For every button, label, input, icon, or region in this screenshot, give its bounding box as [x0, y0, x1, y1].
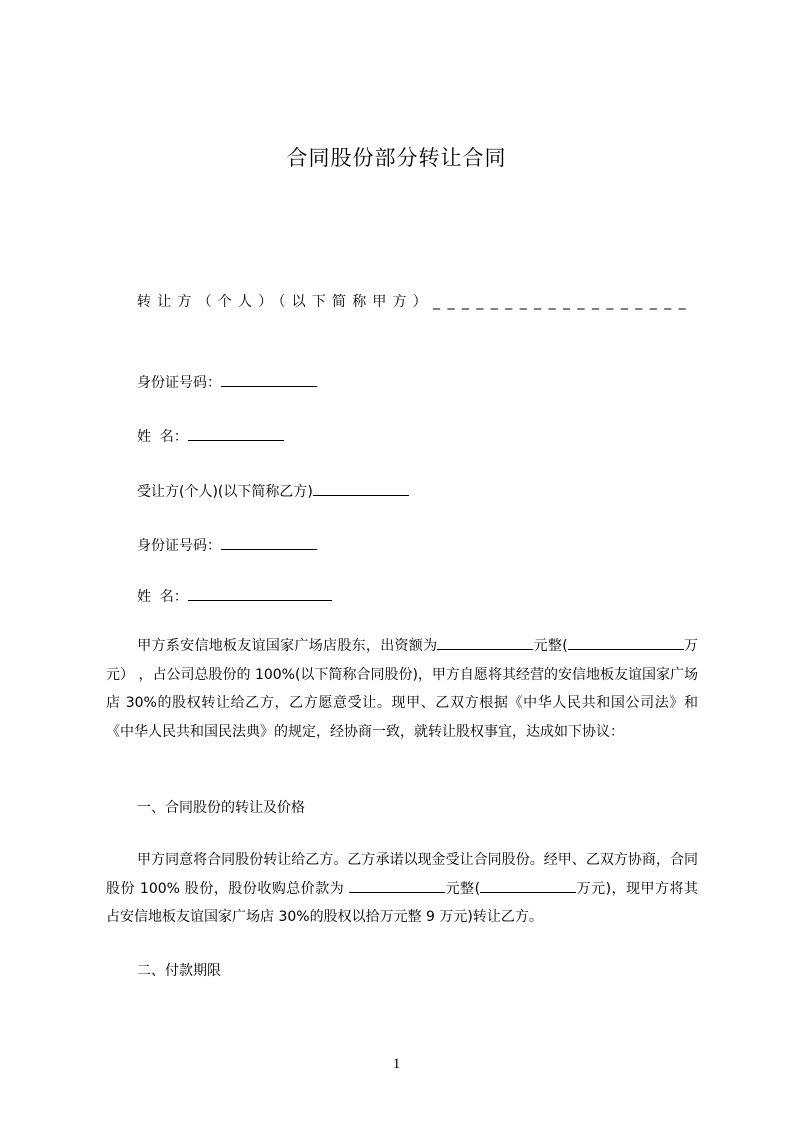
transferor-blank: _ _ _ _ _ _ _ _ _ _ _ _ _ _ _ _ _ _	[433, 294, 688, 310]
para1-text-c: 万元） ，占公司总股份的 100%(以下简称合同股份)，甲方自愿将其经营的安信地板友谊国家广场店 30%的股权转让给乙方，乙方愿意受让。现甲、乙双方根据《中华人民共和国公司法》和《中华人民共和国民法典》的规定，经协商一致，就转让股权事宜，达成如下协议：	[106, 638, 699, 740]
id-number-line-2	[137, 535, 317, 555]
page-number: 1	[392, 1056, 401, 1072]
para2-text-a: 甲方同意将合同股份转让给乙方。乙方承诺以现金受让合同股份。经甲、乙双方协商，合同股份 100% 股份，股份收购总价款为	[106, 852, 698, 897]
para2-text-c: 万元)，现甲方将其占安信地板友谊国家广场店 30%的股权以拾万元整 9 万元)转让乙方。	[106, 880, 699, 925]
id-label-1: 身份证号码：	[137, 375, 221, 391]
section-heading-2: 二、付款期限	[137, 963, 221, 979]
amount-blank-3	[672, 637, 684, 650]
transferee-blank	[313, 483, 409, 496]
name-label-2: 姓 名：	[137, 589, 188, 605]
para1-text-a: 甲方系安信地板友谊国家广场店股东，出资额为	[137, 638, 438, 654]
amount-blank-1	[437, 637, 533, 650]
transferee-label: 受让方(个人)(以下简称乙方)	[137, 484, 313, 500]
transferor-label: 转让方（个人）（以下简称甲方）	[137, 294, 433, 310]
section-heading-1: 一、合同股份的转让及价格	[137, 800, 305, 816]
paragraph-intro	[106, 632, 698, 746]
name-blank-2	[188, 588, 332, 601]
amount-blank-2	[568, 637, 672, 650]
id-label-2: 身份证号码：	[137, 538, 221, 554]
name-line-2	[137, 586, 332, 606]
para2-text-b: 元整(	[445, 880, 481, 897]
name-line-1	[137, 426, 284, 446]
id-blank-2	[221, 537, 317, 550]
price-blank-1	[349, 880, 445, 893]
id-blank-1	[221, 374, 317, 387]
name-label-1: 姓 名：	[137, 429, 188, 445]
price-blank-2	[480, 880, 576, 893]
transferor-line	[137, 291, 687, 311]
paragraph-price	[106, 846, 698, 932]
transferee-line	[137, 481, 409, 501]
id-number-line-1	[137, 372, 317, 392]
document-title: 合同股份部分转让合同	[286, 146, 507, 170]
name-blank-1	[188, 428, 284, 441]
para1-text-b: 元整(	[533, 638, 568, 654]
